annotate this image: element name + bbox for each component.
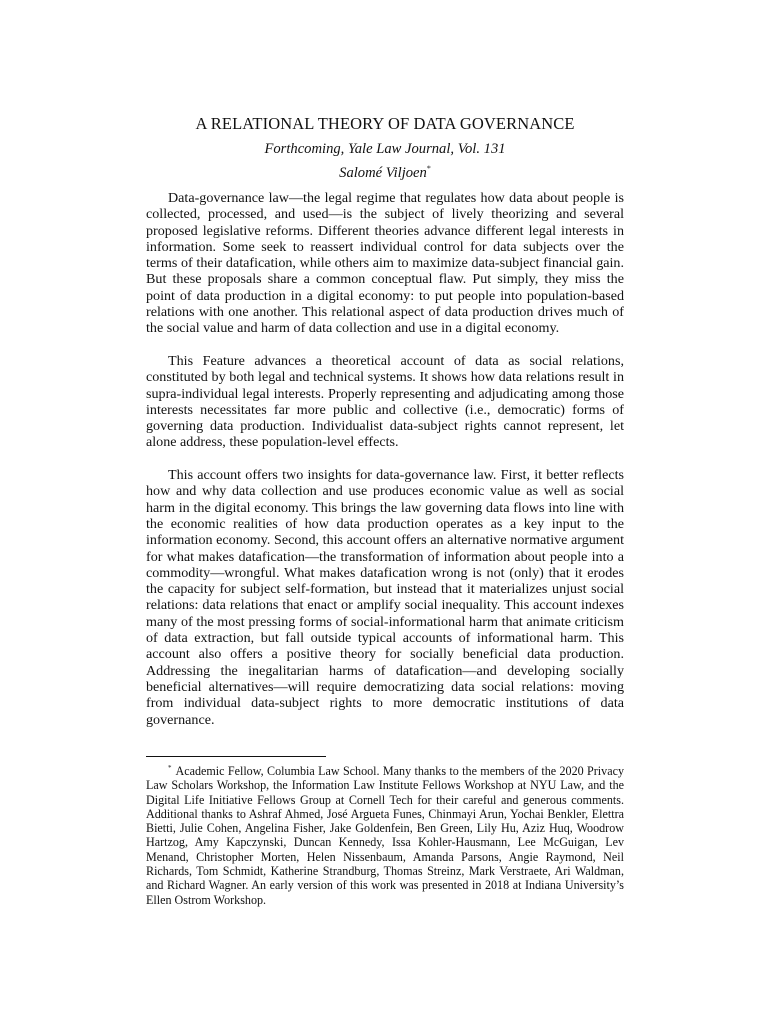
author-name: Salomé Viljoen	[339, 165, 427, 181]
journal-citation: Forthcoming, Yale Law Journal, Vol. 131	[264, 141, 506, 157]
footnote-mark: *	[168, 764, 172, 772]
footnote-divider	[146, 756, 326, 757]
author-footnote-mark[interactable]: *	[426, 164, 431, 173]
abstract-paragraph-2: This Feature advances a theoretical account of data as social relations, constituted by both legal and technical systems. It shows how data relations result in supra-individual legal interests. Properly representing and adjudicating among those interests necessitates far more public and collective (i.e., democratic) forms of governing data production. Individualist data-subject rights cannot represent, let alone address, these population-level effects.	[146, 352, 624, 451]
footnote	[146, 764, 624, 907]
paper-title: A RELATIONAL THEORY OF DATA GOVERNANCE	[195, 114, 575, 133]
abstract-paragraph-3: This account offers two insights for data-governance law. First, it better reflects how and why data collection and use produces economic value as well as social harm in the digital economy. This brings the law governing data flows into line with the economic realities of how data production operates as a key input to the information economy. Second, this account offers an alternative normative argument for what makes datafication—the transformation of information about people into a commodity—wrongful. What makes datafication wrong is not (only) that it erodes the capacity for subject self-formation, but instead that it materializes unjust social relations: data relations that enact or amplify social inequality. This account indexes many of the most pressing forms of social-informational harm that animate criticism of data extraction, but fall outside typical accounts of informational harm. This account also offers a positive theory for socially beneficial data production. Addressing the inegalitarian harms of datafication—and developing socially beneficial alternatives—will require democratizing data social relations: moving from individual data-subject rights to more democratic institutions of data governance.	[146, 467, 624, 728]
abstract-paragraph-1: Data-governance law—the legal regime that regulates how data about people is collected, processed, and used—is the subject of lively theorizing and several proposed legislative reforms. Different theories advance different legal interests in information. Some seek to reassert individual control for data subjects over the terms of their datafication, while others aim to maximize data-subject financial gain. But these proposals share a common conceptual flaw. Put simply, they miss the point of data production in a digital economy: to put people into population-based relations with one another. This relational aspect of data production drives much of the social value and harm of data collection and use in a digital economy.	[146, 190, 624, 337]
abstract	[146, 190, 624, 744]
footnote-text: Academic Fellow, Columbia Law School. Many thanks to the members of the 2020 Privacy Law Scholars Workshop, the Information Law Institute Fellows Workshop at NYU Law, and the Digital Life Initiative Fellows Group at Cornell Tech for their careful and generous comments. Additional thanks to Ashraf Ahmed, José Argueta Funes, Chinmayi Arun, Yochai Benkler, Elettra Bietti, Julie Cohen, Angelina Fisher, Jake Goldenfein, Ben Green, Lily Hu, Aziz Huq, Woodrow Hartzog, Amy Kapczynski, Duncan Kennedy, Issa Kohler-Hausmann, Lee McGuigan, Lev Menand, Christopher Morten, Helen Nissenbaum, Amanda Parsons, Angie Raymond, Neil Richards, Tom Schmidt, Katherine Strandburg, Thomas Streinz, Mark Verstraete, Ari Waldman, and Richard Wagner. An early version of this work was presented in 2018 at Indiana University’s Ellen Ostrom Workshop.	[146, 764, 624, 907]
author-line	[146, 165, 624, 182]
